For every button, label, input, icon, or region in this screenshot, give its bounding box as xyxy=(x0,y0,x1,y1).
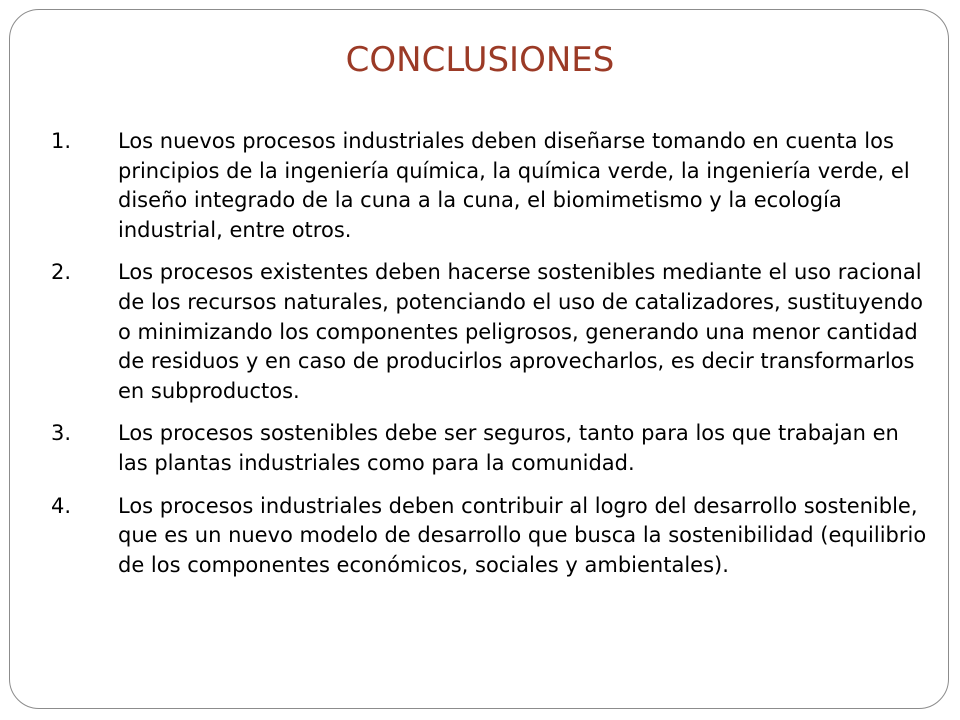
list-item xyxy=(48,419,928,478)
list-item xyxy=(48,492,928,581)
item-number: 2. xyxy=(51,260,72,285)
conclusions-list xyxy=(48,127,928,593)
slide-title: CONCLUSIONES xyxy=(345,40,615,80)
item-text: Los procesos sostenibles debe ser seguros, tanto para los que trabajan en las plantas industriales como para la comunidad. xyxy=(118,421,899,475)
item-text: Los procesos industriales deben contribuir al logro del desarrollo sostenible, que es un nuevo modelo de desarrollo que busca la sostenibilidad (equilibrio de los componentes económicos, sociales y ambientales). xyxy=(118,493,927,577)
item-number: 4. xyxy=(51,493,72,518)
item-text: Los nuevos procesos industriales deben diseñarse tomando en cuenta los principios de la ingeniería química, la química verde, la ingeniería verde, el diseño integrado de la cuna a la cuna, el biomimetismo y la ecología industrial, entre otros. xyxy=(118,129,910,242)
item-text: Los procesos existentes deben hacerse sostenibles mediante el uso racional de los recursos naturales, potenciando el uso de catalizadores, sustituyendo o minimizando los componentes peligrosos, generando una menor cantidad de residuos y en caso de producirlos aprovecharlos, es decir transformarlos en subproductos. xyxy=(118,260,923,403)
list-item xyxy=(48,127,928,245)
item-number: 1. xyxy=(51,129,72,153)
item-number: 3. xyxy=(51,421,72,446)
list-item xyxy=(48,258,928,406)
